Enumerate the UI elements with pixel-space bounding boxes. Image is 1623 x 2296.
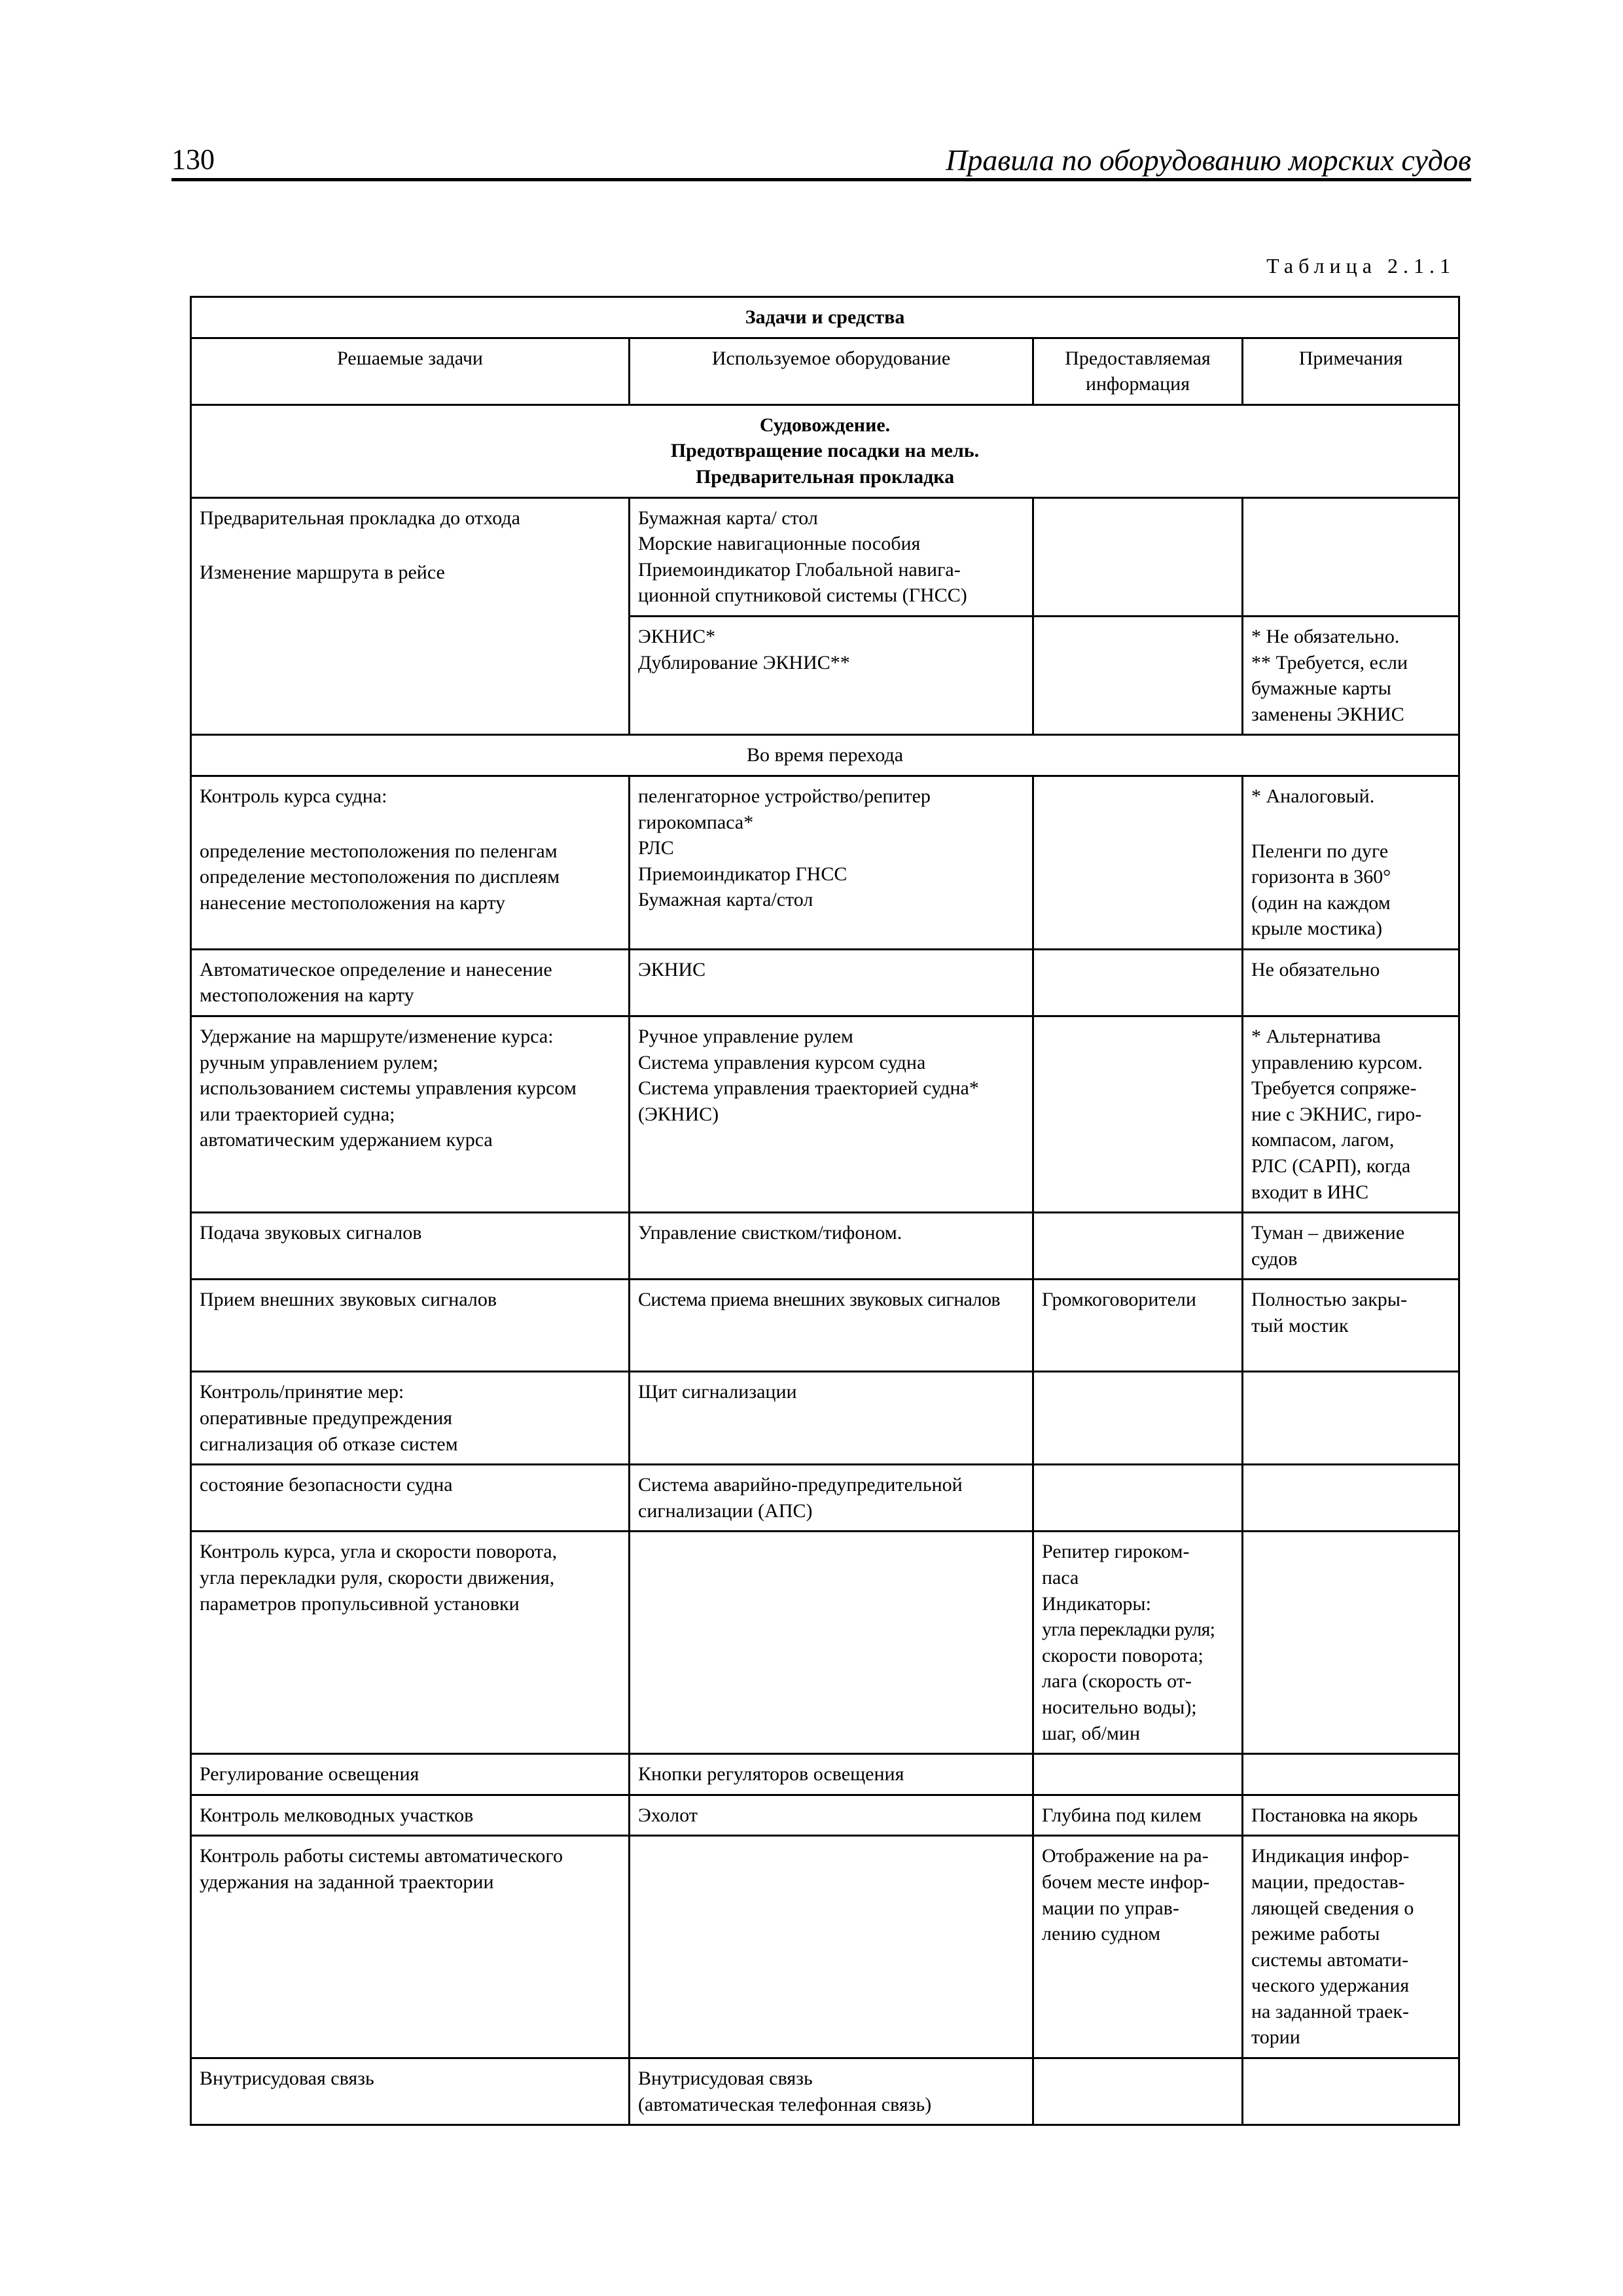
cell-line: оперативные предупреждения [200,1407,453,1429]
cell-line: лению судном [1042,1923,1161,1945]
table-row [191,1280,1459,1372]
info-cell [1033,1372,1243,1465]
section-line: Предварительная прокладка [695,465,955,488]
cell-line: бочем месте инфор- [1042,1871,1210,1893]
equipment-cell [630,776,1033,949]
cell-line: * Не обязательно. [1251,625,1400,647]
cell-line: Дублирование ЭКНИС** [638,651,850,673]
task-cell [191,1372,630,1465]
cell-line: или траекторией судна; [200,1103,395,1125]
task-cell [191,1280,630,1372]
col-header-notes: Примечания [1243,338,1459,404]
cell-line: пеленгаторное устройство/репитер [638,785,931,807]
cell-line: тый мостик [1251,1315,1349,1336]
table-row [191,949,1459,1016]
cell-line: Щит сигнализации [638,1381,797,1403]
task-cell [191,1836,630,2058]
section-navigation-row [191,404,1459,497]
notes-cell [1243,1280,1459,1372]
cell-line: Изменение маршрута в рейсе [200,562,445,584]
info-cell [1033,1795,1243,1836]
cell-line: компасом, лагом, [1251,1129,1395,1151]
cell-line: сигнализации (АПС) [638,1499,813,1522]
notes-cell [1243,1836,1459,2058]
cell-line: местоположения на карту [200,984,414,1007]
cell-line: Прием внешних звуковых сигналов [200,1289,497,1311]
info-cell [1033,776,1243,949]
cell-line: Приемоиндикатор ГНСС [638,863,847,885]
cell-line: угла перекладки руля; [1042,1619,1215,1641]
cell-line: входит в ИНС [1251,1181,1369,1203]
cell-line: носительно воды); [1042,1696,1197,1718]
info-cell [1033,1280,1243,1372]
table-row [191,1836,1459,2058]
notes-cell [1243,497,1459,616]
notes-cell [1243,2058,1459,2125]
task-cell [191,949,630,1016]
spacer [200,531,620,560]
equipment-cell [630,1465,1033,1532]
cell-line: нанесение местоположения на карту [200,891,506,914]
cell-line: Система приема внешних звуковых сигналов [638,1289,1000,1311]
cell-line: Бумажная карта/ стол [638,507,818,529]
cell-line: Бумажная карта/стол [638,889,813,911]
task-cell [191,497,630,735]
equipment-cell [630,1754,1033,1795]
cell-line: Отображение на ра- [1042,1845,1209,1867]
cell-line: горизонта в 360° [1251,866,1391,888]
cell-line: ческого удержания [1251,1975,1410,1997]
col-header-equipment: Используемое оборудование [630,338,1033,404]
cell-line: определение местоположения по дисплеям [200,866,560,888]
cell-line: скорости поворота; [1042,1644,1204,1666]
cell-line: крыле мостика) [1251,918,1383,940]
cell-line: (один на каждом [1251,891,1391,914]
cell-line: Управление свистком/тифоном. [638,1222,902,1244]
cell-line: удержания на заданной траектории [200,1871,494,1893]
equipment-cell [630,1016,1033,1213]
cell-line: угла перекладки руля, скорости движения, [200,1566,555,1588]
notes-cell [1243,1532,1459,1754]
cell-line: Туман – движение [1251,1222,1405,1244]
info-cell [1033,616,1243,734]
cell-line: сигнализация об отказе систем [200,1433,458,1455]
table-row [191,1532,1459,1754]
cell-line: (автоматическая телефонная связь) [638,2093,932,2115]
cell-line: заменены ЭКНИС [1251,703,1404,725]
notes-cell [1243,1465,1459,1532]
equipment-cell [630,1532,1033,1754]
notes-cell [1243,776,1459,949]
notes-cell [1243,949,1459,1016]
section-transit-row [191,735,1459,776]
cell-line: Индикация инфор- [1251,1845,1410,1867]
cell-line: Контроль курса судна: [200,785,387,807]
cell-line: Кнопки регуляторов освещения [638,1763,904,1785]
cell-line: ручным управлением рулем; [200,1051,438,1073]
table-header-row [191,338,1459,404]
table-row [191,1213,1459,1280]
section-heading-transit: Во время перехода [191,735,1459,776]
cell-line: Пеленги по дуге [1251,840,1389,862]
cell-line: лага (скорость от- [1042,1670,1192,1693]
cell-line: Автоматическое определение и нанесение [200,958,552,980]
cell-line: Громкоговорители [1042,1289,1196,1311]
cell-line: Контроль курса, угла и скорости поворота, [200,1541,558,1563]
cell-line: Полностью закры- [1251,1289,1407,1311]
cell-line: Требуется сопряже- [1251,1077,1417,1100]
table-title: Задачи и средства [191,297,1459,338]
info-cell [1033,2058,1243,2125]
cell-line: * Альтернатива [1251,1026,1381,1048]
cell-line: Приемоиндикатор Глобальной навига- [638,558,961,581]
task-cell [191,1465,630,1532]
cell-line: Не обязательно [1251,958,1380,980]
equipment-cell [630,949,1033,1016]
cell-line: паса [1042,1566,1079,1588]
cell-line: определение местоположения по пеленгам [200,840,558,862]
table-title-row [191,297,1459,338]
equipment-cell [630,497,1033,616]
cell-line: * Аналоговый. [1251,785,1375,807]
notes-cell [1243,616,1459,734]
table-row [191,1754,1459,1795]
info-cell [1033,1532,1243,1754]
cell-line: судов [1251,1247,1298,1270]
equipment-cell [630,616,1033,734]
cell-line: мации по управ- [1042,1897,1179,1919]
table-row [191,1372,1459,1465]
cell-line: (ЭКНИС) [638,1103,719,1125]
table-row [191,2058,1459,2125]
notes-cell [1243,1754,1459,1795]
cell-line: Регулирование освещения [200,1763,419,1785]
cell-line: Система аварийно-предупредительной [638,1474,963,1496]
equipment-cell [630,1280,1033,1372]
task-cell [191,1213,630,1280]
cell-line: ционной спутниковой системы (ГНСС) [638,584,967,607]
cell-line: Эхолот [638,1804,698,1826]
cell-line: системы автомати- [1251,1948,1409,1971]
equipment-cell [630,1213,1033,1280]
cell-line: параметров пропульсивной установки [200,1592,520,1615]
task-cell [191,1016,630,1213]
col-header-tasks: Решаемые задачи [191,338,630,404]
cell-line: управлению курсом. [1251,1051,1423,1073]
cell-line: ние с ЭКНИС, гиро- [1251,1103,1422,1125]
section-heading-navigation [191,404,1459,497]
cell-line: Глубина под килем [1042,1804,1202,1826]
section-line: Предотвращение посадки на мель. [670,440,980,462]
table-row [191,776,1459,949]
task-cell [191,1754,630,1795]
cell-line: Предварительная прокладка до отхода [200,507,520,529]
running-title: Правила по оборудованию морских судов [946,143,1471,177]
cell-line: Подача звуковых сигналов [200,1222,422,1244]
info-cell [1033,1754,1243,1795]
page-header [171,143,1471,182]
header-rule [171,178,1471,181]
cell-line: Система управления курсом судна [638,1051,926,1073]
table-row [191,1795,1459,1836]
cell-line: Контроль мелководных участков [200,1804,474,1826]
equipment-cell [630,1372,1033,1465]
cell-line: бумажные карты [1251,677,1391,700]
info-cell [1033,1836,1243,2058]
spacer [200,810,620,838]
cell-line: Индикаторы: [1042,1592,1151,1615]
cell-line: ляющей сведения о [1251,1897,1414,1919]
info-cell [1033,1213,1243,1280]
section-line: Судовождение. [759,414,891,436]
equipment-cell [630,1795,1033,1836]
cell-line: на заданной траек- [1251,2000,1409,2022]
table-row [191,1465,1459,1532]
equipment-cell [630,2058,1033,2125]
cell-line: Внутрисудовая связь [638,2068,813,2090]
cell-line: режиме работы [1251,1923,1380,1945]
cell-line: использованием системы управления курсом [200,1077,577,1100]
cell-line: состояние безопасности судна [200,1474,453,1496]
cell-line: автоматическим удержанием курса [200,1129,493,1151]
cell-line: гирокомпаса* [638,811,754,833]
cell-line: Удержание на маршруте/изменение курса: [200,1026,554,1048]
table-row [191,1016,1459,1213]
cell-line: Контроль работы системы автоматического [200,1845,563,1867]
info-cell [1033,1016,1243,1213]
equipment-cell [630,1836,1033,2058]
cell-line: РЛС (САРП), когда [1251,1155,1411,1177]
table-caption: Таблица 2.1.1 [1266,254,1455,278]
task-cell [191,2058,630,2125]
cell-line: Система управления траекторией судна* [638,1077,979,1100]
tasks-table [190,296,1460,2126]
info-cell [1033,497,1243,616]
notes-cell [1243,1213,1459,1280]
cell-line: Ручное управление рулем [638,1026,853,1048]
notes-cell [1243,1372,1459,1465]
info-cell [1033,949,1243,1016]
notes-cell [1243,1016,1459,1213]
cell-line: РЛС [638,837,674,859]
cell-line: ЭКНИС* [638,625,716,647]
cell-line: Репитер гироком- [1042,1541,1190,1563]
page-number: 130 [171,143,215,175]
cell-line: Внутрисудовая связь [200,2068,374,2090]
cell-line: шаг, об/мин [1042,1722,1141,1744]
cell-line: Постановка на якорь [1251,1804,1418,1826]
cell-line: тории [1251,2026,1300,2049]
cell-line: Контроль/принятие мер: [200,1381,404,1403]
info-cell [1033,1465,1243,1532]
notes-cell [1243,1795,1459,1836]
col-header-info: Предоставляемая информация [1033,338,1243,404]
cell-line: мации, предостав- [1251,1871,1405,1893]
task-cell [191,1532,630,1754]
task-cell [191,776,630,949]
cell-line: Морские навигационные пособия [638,533,921,555]
cell-line: ** Требуется, если [1251,651,1408,673]
task-cell [191,1795,630,1836]
cell-line: ЭКНИС [638,958,706,980]
table-row [191,497,1459,616]
spacer [1251,810,1450,838]
